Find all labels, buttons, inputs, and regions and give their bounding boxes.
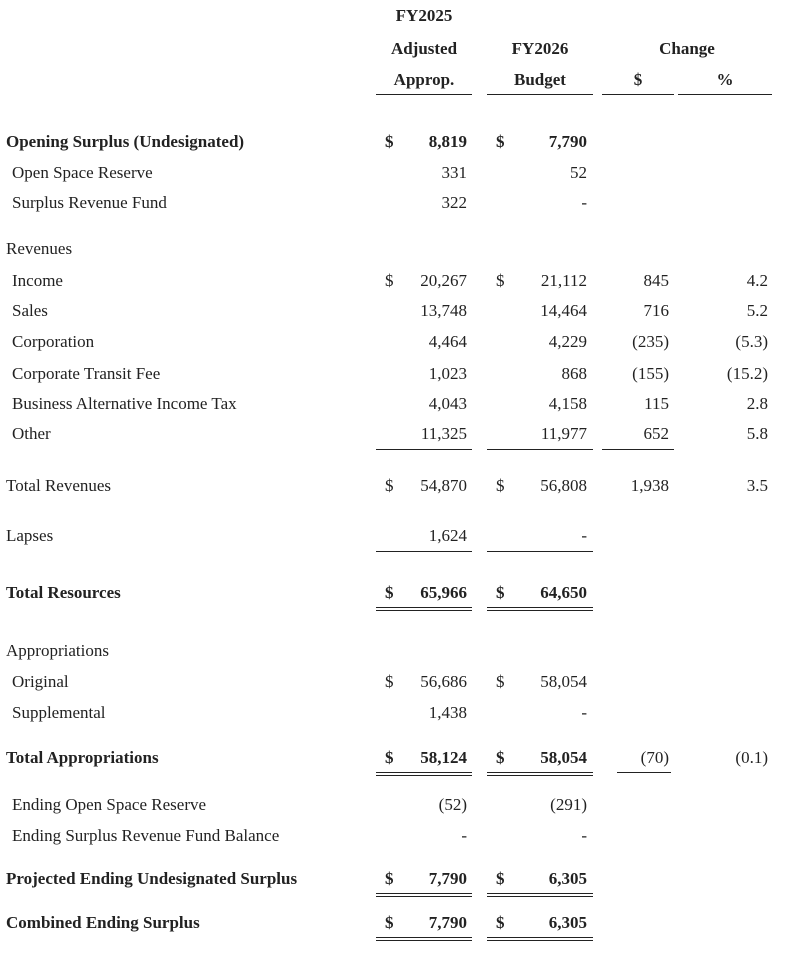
income-fy25: 20,267 [420,271,467,290]
bait-change: 115 [644,394,669,413]
corporation-pct: (5.3) [735,332,768,351]
combined-fy25: 7,790 [428,913,467,932]
supplemental-fy26: - [581,703,587,722]
row-label-ending-surplus-revenue-fund-balance: Ending Surplus Revenue Fund Balance [12,826,280,845]
subtotal-rule [376,449,472,450]
row-label-ending-open-space-reserve: Ending Open Space Reserve [12,795,207,814]
header-fy2026: FY2026 [511,39,569,58]
currency-sign: $ [496,913,505,932]
income-change: 845 [643,271,669,290]
end-open-fy26: (291) [550,795,587,814]
other-pct: 5.8 [746,424,768,443]
bait-fy26: 4,158 [548,394,587,413]
sales-fy26: 14,464 [540,301,587,320]
proj-end-fy25: 7,790 [428,869,467,888]
row-label-supplemental: Supplemental [12,703,106,722]
corporation-change: (235) [632,332,669,351]
section-label-appropriations: Appropriations [6,641,109,660]
open-space-fy25: 331 [441,163,467,182]
corporation-fy26: 4,229 [548,332,587,351]
row-label-business-alternative-income-tax: Business Alternative Income Tax [12,394,237,413]
section-label-revenues: Revenues [6,239,73,258]
row-label-combined-ending-surplus: Combined Ending Surplus [6,913,200,932]
currency-sign: $ [496,672,505,691]
row-label-total-resources: Total Resources [6,583,121,602]
subtotal-rule [487,551,593,552]
end-srf-fy25: - [461,826,467,845]
end-srf-fy26: - [581,826,587,845]
other-fy25: 11,325 [420,424,467,443]
total-app-change: (70) [640,748,669,767]
opening-fy25: 8,819 [428,132,467,151]
other-fy26: 11,977 [540,424,587,443]
header-underline-4 [678,94,772,95]
row-label-open-space-reserve: Open Space Reserve [12,163,153,182]
row-label-lapses: Lapses [6,526,54,545]
currency-sign: $ [496,132,505,151]
row-label-other: Other [12,424,51,443]
original-fy25: 56,686 [420,672,467,691]
income-fy26: 21,112 [540,271,587,290]
header-budget: Budget [514,70,566,89]
total-double-rule [376,772,472,776]
currency-sign: $ [385,476,394,495]
total-rev-pct: 3.5 [746,476,768,495]
header-underline-2 [487,94,593,95]
row-label-income: Income [12,271,63,290]
row-label-corporation: Corporation [12,332,95,351]
proj-end-fy26: 6,305 [548,869,587,888]
currency-sign: $ [496,476,505,495]
income-pct: 4.2 [746,271,768,290]
total-double-rule [376,937,472,941]
row-label-total-revenues: Total Revenues [6,476,112,495]
lapses-fy26: - [581,526,587,545]
row-label-corporate-transit-fee: Corporate Transit Fee [12,364,161,383]
currency-sign: $ [496,271,505,290]
header-change-pct: % [716,70,734,89]
header-underline-3 [602,94,674,95]
header-adjusted: Adjusted [390,39,458,58]
header-change: Change [659,39,715,58]
opening-fy26: 7,790 [548,132,587,151]
header-underline-1 [376,94,472,95]
row-label-projected-ending-surplus: Projected Ending Undesignated Surplus [6,869,298,888]
surplus-rev-fy25: 322 [441,193,467,212]
header-fy2025: FY2025 [395,6,453,25]
total-double-rule [487,893,593,897]
transit-fy26: 868 [561,364,587,383]
currency-sign: $ [385,869,394,888]
sales-pct: 5.2 [746,301,768,320]
transit-pct: (15.2) [726,364,768,383]
total-rev-fy26: 56,808 [540,476,587,495]
row-label-opening-surplus: Opening Surplus (Undesignated) [6,132,245,151]
total-double-rule [487,607,593,611]
total-double-rule [376,607,472,611]
total-rev-fy25: 54,870 [420,476,467,495]
other-change: 652 [643,424,669,443]
currency-sign: $ [385,672,394,691]
total-double-rule [487,772,593,776]
currency-sign: $ [496,583,505,602]
row-label-total-appropriations: Total Appropriations [6,748,159,767]
transit-fy25: 1,023 [428,364,467,383]
combined-fy26: 6,305 [548,913,587,932]
change-underline [617,772,671,773]
total-double-rule [376,893,472,897]
header-change-dollar: $ [633,70,643,89]
total-app-fy25: 58,124 [420,748,467,767]
row-label-original: Original [12,672,69,691]
currency-sign: $ [385,271,394,290]
currency-sign: $ [385,748,394,767]
original-fy26: 58,054 [540,672,587,691]
subtotal-rule [602,449,674,450]
total-app-fy26: 58,054 [540,748,587,767]
currency-sign: $ [385,583,394,602]
total-res-fy25: 65,966 [420,583,467,602]
transit-change: (155) [632,364,669,383]
bait-fy25: 4,043 [428,394,467,413]
currency-sign: $ [496,869,505,888]
row-label-sales: Sales [12,301,48,320]
lapses-fy25: 1,624 [428,526,467,545]
total-app-pct: (0.1) [735,748,768,767]
subtotal-rule [487,449,593,450]
row-label-surplus-revenue-fund: Surplus Revenue Fund [12,193,167,212]
header-approp: Approp. [393,70,455,89]
currency-sign: $ [496,748,505,767]
currency-sign: $ [385,132,394,151]
currency-sign: $ [385,913,394,932]
bait-pct: 2.8 [746,394,768,413]
sales-fy25: 13,748 [420,301,467,320]
total-double-rule [487,937,593,941]
total-res-fy26: 64,650 [540,583,587,602]
open-space-fy26: 52 [570,163,587,182]
end-open-fy25: (52) [438,795,467,814]
total-rev-change: 1,938 [630,476,669,495]
supplemental-fy25: 1,438 [428,703,467,722]
surplus-rev-fy26: - [581,193,587,212]
sales-change: 716 [643,301,669,320]
corporation-fy25: 4,464 [428,332,467,351]
subtotal-rule [376,551,472,552]
